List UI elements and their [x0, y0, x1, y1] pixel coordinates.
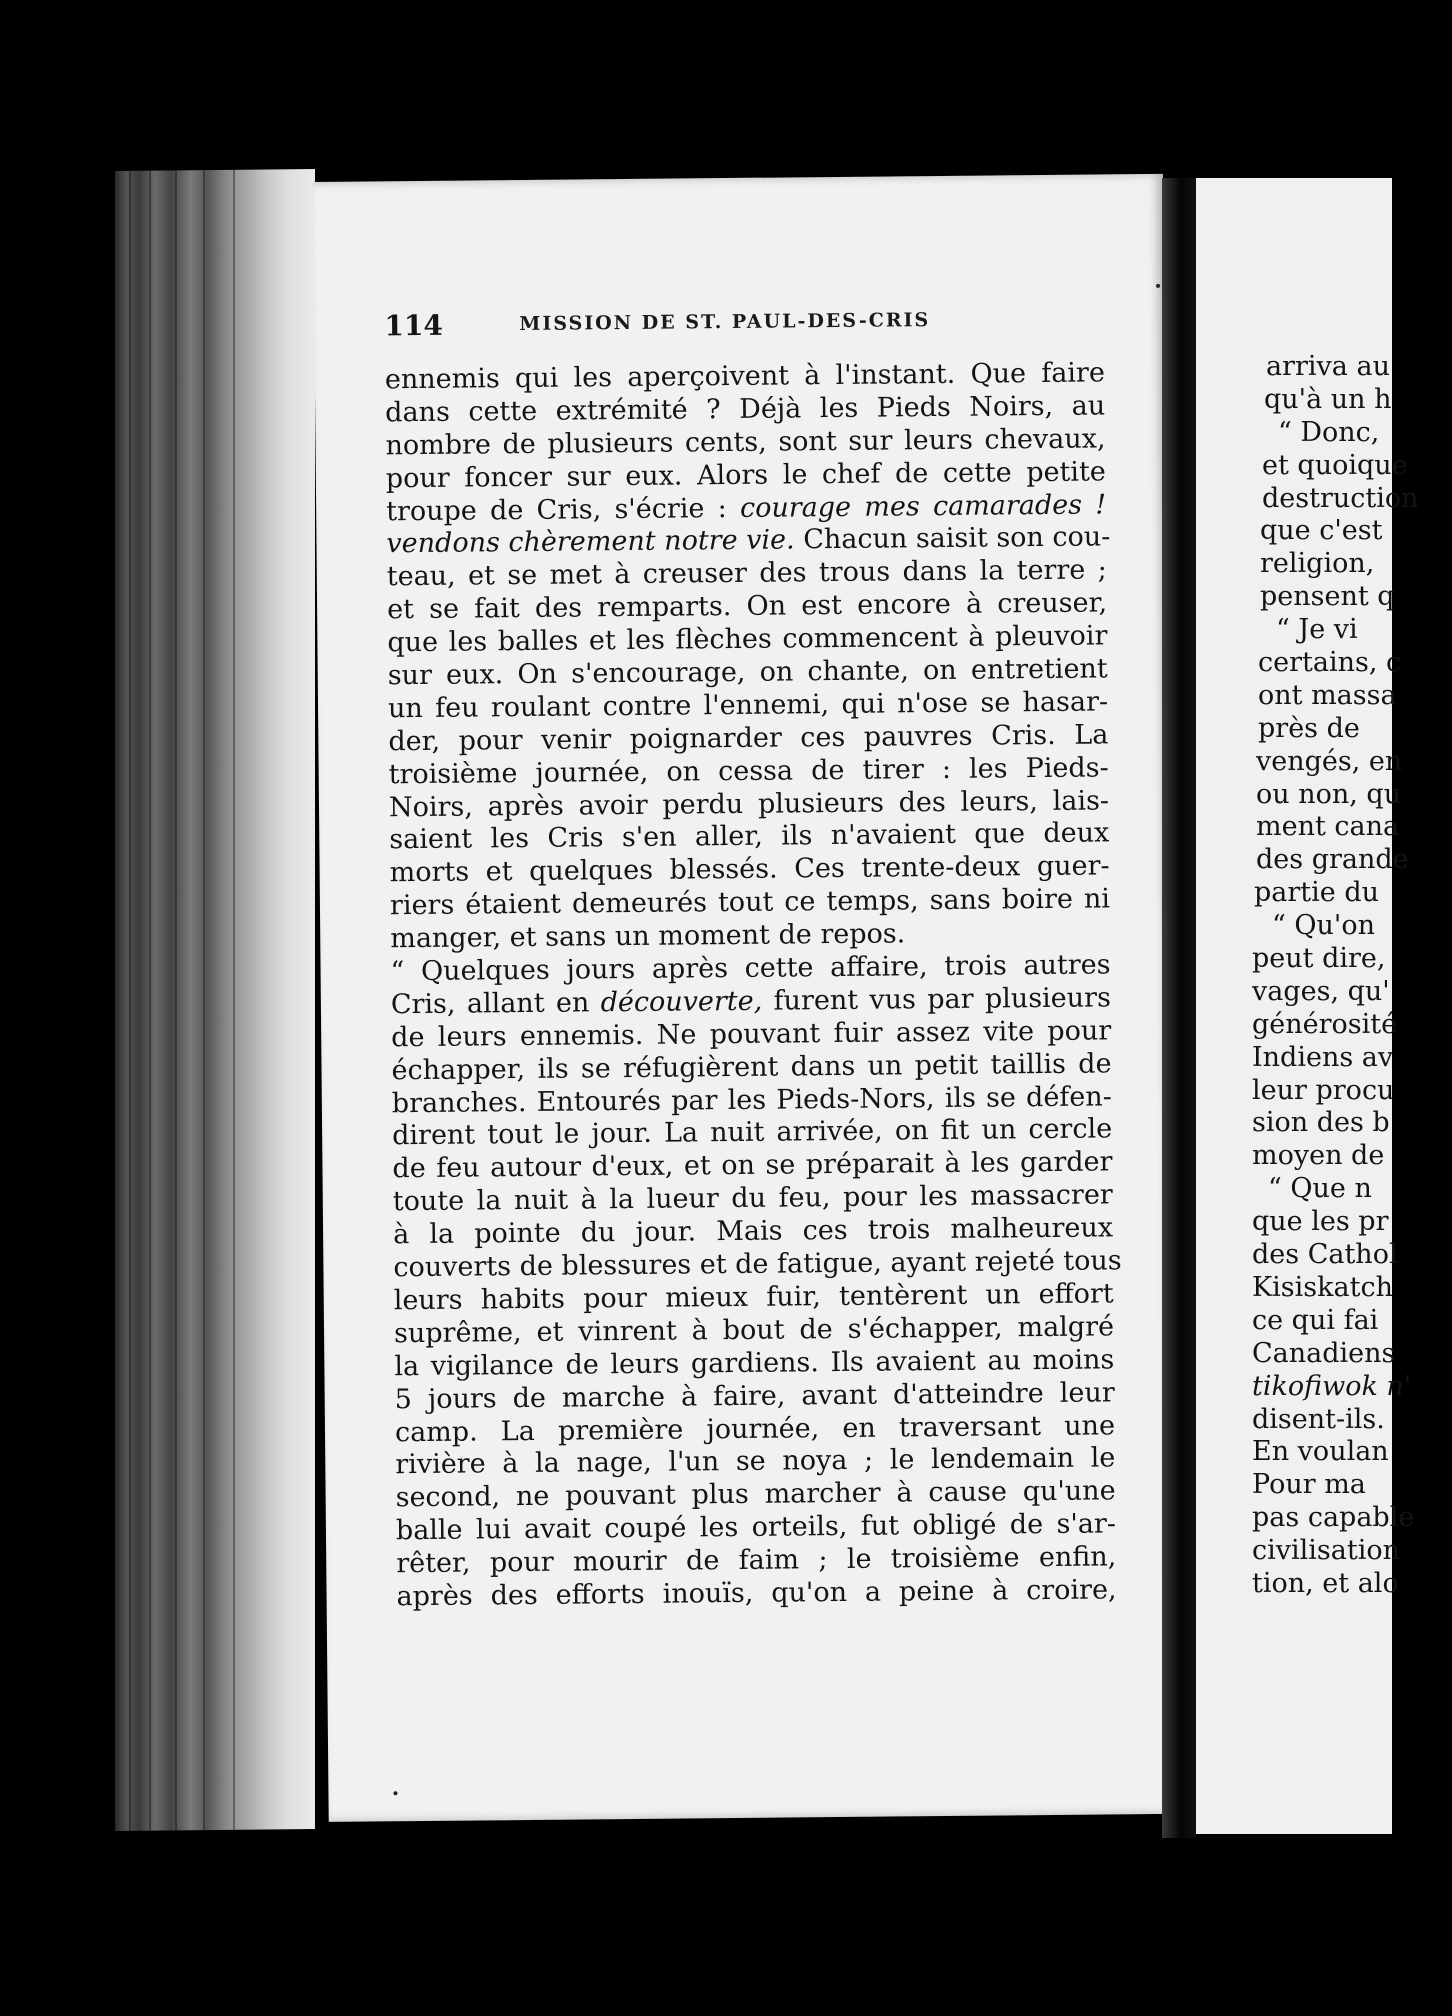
text-line: vages, qu': [1252, 975, 1390, 1007]
text-line: “ Que n: [1268, 1173, 1372, 1205]
text-line: ment cana: [1256, 811, 1400, 843]
text-line: Indiens av: [1252, 1041, 1394, 1073]
text-line: camp. La première journée, en traversant une: [394, 1409, 1116, 1448]
text-line: “ Quelques jours après cette affaire, trois autres: [390, 949, 1111, 988]
text-line: nombre de plusieurs cents, sont sur leurs chevaux,: [385, 423, 1106, 462]
text-line: des grande: [1256, 844, 1409, 876]
text-line: à la pointe du jour. Mais ces trois malheureux: [392, 1212, 1114, 1251]
text-segment: troupe de Cris, s'écrie :: [386, 492, 727, 527]
text-line: pensent q: [1260, 581, 1395, 613]
text-line: et quoique: [1262, 449, 1408, 481]
text-line: près de: [1258, 712, 1360, 744]
text-line: religion,: [1260, 548, 1375, 580]
text-line: ont massa: [1258, 679, 1397, 711]
italic-phrase: découverte,: [600, 985, 763, 1019]
text-line: pas capable: [1252, 1502, 1415, 1534]
speck-mark: [393, 1791, 397, 1795]
text-line: “ Qu'on: [1272, 910, 1375, 942]
text-segment: Chacun saisit son cou-: [803, 521, 1111, 556]
text-line: dirent tout le jour. La nuit arrivée, on fit un cercle: [392, 1113, 1113, 1152]
text-line: qu'à un h: [1264, 383, 1392, 415]
text-line: teau, et se met à creuser des trous dans la terre ;: [386, 554, 1107, 593]
text-line: vengés, en: [1256, 745, 1403, 777]
text-line: générosité: [1252, 1008, 1398, 1040]
text-line: riers étaient demeurés tout ce temps, sans boire ni: [389, 883, 1111, 922]
text-line: de leurs ennemis. Ne pouvant fuir assez vite pour: [391, 1015, 1112, 1054]
text-line: “ Donc,: [1278, 416, 1380, 448]
page-header: [384, 304, 964, 350]
text-line: destruction: [1262, 482, 1419, 514]
text-line: tion, et alo: [1252, 1567, 1399, 1599]
text-line: de feu autour d'eux, et on se préparait à les garder: [392, 1146, 1113, 1185]
text-line: des Cathol: [1252, 1239, 1398, 1271]
book-gutter: [1162, 178, 1196, 1838]
text-line: peut dire,: [1252, 943, 1386, 975]
text-line: suprême, et vinrent à bout de s'échapper, malgré: [393, 1311, 1115, 1350]
text-line: toute la nuit à la lueur du feu, pour les massacrer: [392, 1179, 1113, 1218]
italic-phrase: vendons chèrement notre vie.: [386, 524, 795, 560]
text-line: Kisiskatch: [1252, 1271, 1393, 1303]
text-line: manger, et sans un moment de repos.: [390, 918, 906, 955]
right-page-text: [1252, 351, 1452, 1601]
text-line: ce qui fai: [1252, 1304, 1379, 1336]
speck-mark: [1156, 284, 1160, 288]
text-line: ou non, qu: [1256, 778, 1402, 810]
text-line: leurs habits pour mieux fuir, tentèrent un effort: [393, 1278, 1114, 1317]
text-line: troisième journée, on cessa de tirer : les Pieds-: [388, 752, 1109, 790]
text-line: Canadiens: [1252, 1337, 1396, 1369]
text-line: moyen de: [1252, 1140, 1385, 1172]
text-line: rêter, pour mourir de faim ; le troisième enfin,: [396, 1541, 1117, 1580]
page-number: 114: [384, 308, 443, 343]
left-page: [313, 174, 1179, 1822]
text-line: tikofiwok n': [1252, 1370, 1412, 1402]
text-line: der, pour venir poignarder ces pauvres Cris. La: [388, 719, 1109, 758]
text-line: disent-ils.: [1252, 1403, 1385, 1435]
text-line: que c'est: [1260, 515, 1383, 547]
text-line: certains, c: [1258, 647, 1402, 679]
text-line: après des efforts inouïs, qu'on a peine à croire,: [396, 1574, 1117, 1613]
text-line: partie du: [1254, 877, 1380, 909]
text-line: sur eux. On s'encourage, on chante, on entretient: [387, 653, 1108, 692]
page-body-text: [384, 357, 1122, 1614]
text-line: balle lui avait coupé les orteils, fut obligé de s'ar-: [395, 1508, 1117, 1547]
text-line: que les balles et les flèches commencent à pleuvoir: [387, 620, 1108, 659]
text-line: rivière à la nage, l'un se noya ; le lendemain le: [395, 1442, 1116, 1481]
text-line: échapper, ils se réfugièrent dans un petit taillis de: [391, 1048, 1112, 1086]
text-line: saient les Cris s'en aller, ils n'avaient que deux: [389, 817, 1110, 856]
text-line: second, ne pouvant plus marcher à cause qu'une: [395, 1475, 1116, 1514]
text-line: et se fait des remparts. On est encore à creuser,: [386, 587, 1108, 626]
text-line: leur procu: [1252, 1074, 1395, 1106]
italic-phrase: courage mes camarades !: [739, 488, 1107, 524]
running-title: MISSION DE ST. PAUL-DES-CRIS: [519, 309, 931, 336]
text-line: 5 jours de marche à faire, avant d'atteindre leur: [394, 1376, 1115, 1415]
text-segment: furent vus par plusieurs: [773, 982, 1112, 1017]
text-line: “ Je vi: [1276, 614, 1358, 646]
text-line: un feu roulant contre l'ennemi, qui n'ose se hasar-: [387, 686, 1109, 725]
text-line: Pour ma: [1252, 1469, 1366, 1501]
text-line: Noirs, après avoir perdu plusieurs des leurs, lais-: [388, 784, 1110, 823]
text-line: la vigilance de leurs gardiens. Ils avaient au moins: [394, 1344, 1115, 1382]
text-line: morts et quelques blessés. Ces trente-deux guer-: [389, 850, 1110, 889]
text-line: sion des b: [1252, 1107, 1390, 1139]
text-line: couverts de blessures et de fatigue, ayant rejeté tous: [393, 1245, 1122, 1284]
text-line: branches. Entourés par les Pieds-Nors, ils se défen-: [391, 1080, 1112, 1119]
text-line: ennemis qui les aperçoivent à l'instant. Que faire: [384, 357, 1106, 396]
text-line: que les pr: [1252, 1206, 1389, 1238]
book-page-edges: [115, 169, 315, 1831]
right-page-partial: [1196, 178, 1419, 1834]
text-line: En voulan: [1252, 1436, 1389, 1468]
text-line: civilisation: [1252, 1535, 1400, 1567]
text-line: arriva au: [1266, 351, 1390, 382]
text-line: pour foncer sur eux. Alors le chef de cette petite: [385, 456, 1106, 494]
text-line: dans cette extrémité ? Déjà les Pieds Noirs, au: [385, 390, 1106, 429]
text-segment: Cris, allant en: [390, 987, 590, 1021]
